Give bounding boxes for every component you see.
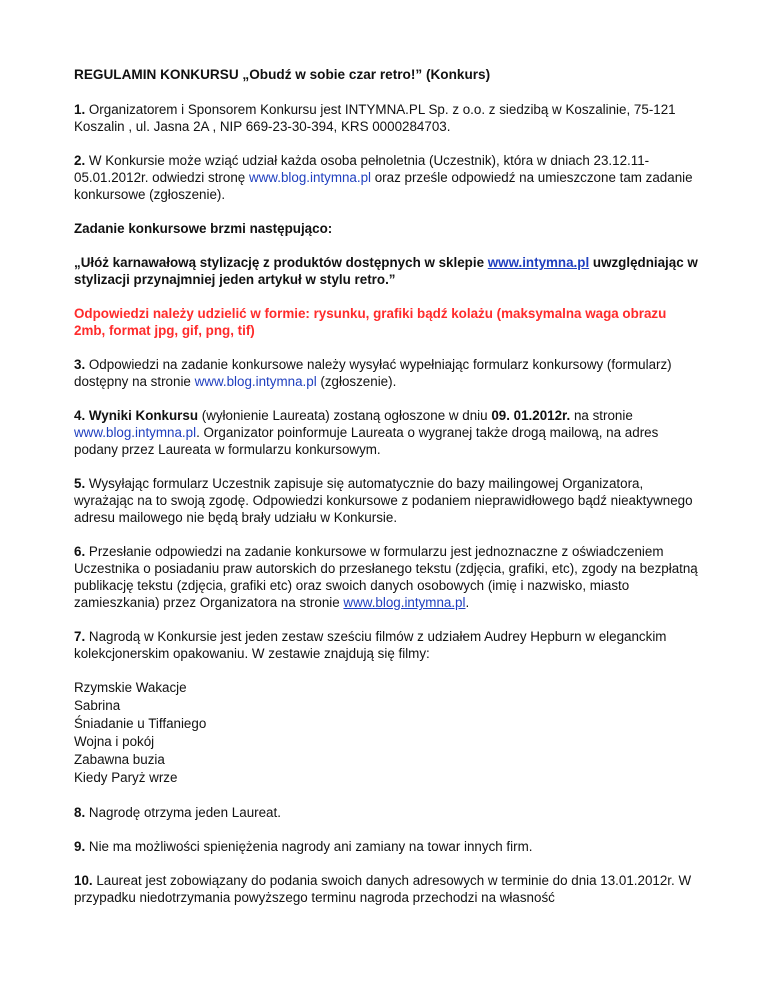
document-page [74,66,698,906]
paragraph-6-text-end: . [465,595,470,610]
results-date: 09. 01.2012r. [491,408,571,423]
paragraph-9-text: Nie ma możliwości spieniężenia nagrody ani zamiany na towar innych firm. [85,839,533,854]
paragraph-5 [74,475,698,526]
task-text [74,254,698,288]
paragraph-6 [74,543,698,611]
paragraph-10-text: Laureat jest zobowiązany do podania swoich danych adresowych w terminie do dnia 13.01.2012r. W przypadku niedotrzymania powyższego terminu nagroda przechodzi na własność [74,873,692,905]
format-note: Odpowiedzi należy udzielić w formie: rysunku, grafiki bądź kolażu (maksymalna waga obrazu 2mb, format jpg, gif, png, tif) [74,306,667,338]
paragraph-1-text: Organizatorem i Sponsorem Konkursu jest INTYMNA.PL Sp. z o.o. z siedzibą w Koszalinie, 75-121 Koszalin , ul. Jasna 2A , NIP 669-23-30-394, KRS 0000284703. [74,102,676,134]
paragraph-4-text-mid: na stronie [570,408,633,423]
paragraph-3-text-end: (zgłoszenie). [316,374,397,389]
paragraph-3-text: Odpowiedzi na zadanie konkursowe należy wysyłać wypełniając formularz konkursowy (formularz) dostępny na stronie [74,357,672,389]
paragraph-4-text-end: . Organizator poinformuje Laureata o wygranej także drogą mailową, na adres podany przez Laureata w formularzu konkursowym. [74,425,659,457]
paragraph-6-text: Przesłanie odpowiedzi na zadanie konkursowe w formularzu jest jednoznaczne z oświadczeniem Uczestnika o posiadaniu praw autorskich do przesłanego tekstu (zdjęcia, grafiki, etc), zgody na bezpłatną publikację tekstu (zdjęcia, grafiki etc) oraz swoich danych osobowych (imię i nazwisko, miasto zamieszkania) przez Organizatora na stronie [74,544,698,610]
film-item: Sabrina [74,698,121,713]
blog-link[interactable]: www.blog.intymna.pl [248,170,372,185]
document-title: REGULAMIN KONKURSU „Obudź w sobie czar retro!” (Konkurs) [74,67,491,82]
shop-link[interactable]: www.intymna.pl [487,255,590,270]
paragraph-2-number: 2. [74,153,86,168]
paragraph-9-number: 9. [74,839,86,854]
blog-link[interactable]: www.blog.intymna.pl [343,595,466,610]
film-item: Wojna i pokój [74,734,155,749]
paragraph-9 [74,838,698,855]
paragraph-3-number: 3. [74,357,86,372]
paragraph-1-number: 1. [74,102,86,117]
paragraph-2-text: W Konkursie może wziąć udział każda osoba pełnoletnia (Uczestnik), która w dniach 23.12.11-05.01.2012r. odwiedzi stronę [74,153,650,185]
paragraph-4 [74,407,698,458]
paragraph-7-number: 7. [74,629,86,644]
paragraph-8-text: Nagrodę otrzyma jeden Laureat. [85,805,281,820]
paragraph-8 [74,804,698,821]
paragraph-1 [74,101,698,135]
paragraph-3 [74,356,698,390]
film-item: Zabawna buzia [74,752,165,767]
task-text-start: „Ułóż karnawałową stylizację z produktów dostępnych w sklepie [74,255,488,270]
paragraph-6-number: 6. [74,544,86,559]
paragraph-2 [74,152,698,203]
blog-link[interactable]: www.blog.intymna.pl [194,374,317,389]
paragraph-8-number: 8. [74,805,86,820]
paragraph-5-number: 5. [74,476,86,491]
paragraph-7-text: Nagrodą w Konkursie jest jeden zestaw sześciu filmów z udziałem Audrey Hepburn w eleganckim kolekcjonerskim opakowaniu. W zestawie znajdują się filmy: [74,629,667,661]
film-list [74,679,698,787]
paragraph-7 [74,628,698,662]
paragraph-10 [74,872,698,906]
paragraph-2-text-end: oraz prześle odpowiedź na umieszczone tam zadanie konkursowe (zgłoszenie). [74,170,693,202]
blog-link[interactable]: www.blog.intymna.pl [74,425,197,440]
paragraph-5-text: Wysyłając formularz Uczestnik zapisuje się automatycznie do bazy mailingowej Organizatora, wyrażając na to swoją zgodę. Odpowiedzi konkursowe z podaniem nieprawidłowego bądź nieaktywnego adresu mailowego nie będą brały udziału w Konkursie. [74,476,693,525]
paragraph-4-text: (wyłonienie Laureata) zostaną ogłoszone w dniu [198,408,492,423]
film-item: Śniadanie u Tiffaniego [74,716,207,731]
film-item: Rzymskie Wakacje [74,680,187,695]
film-item: Kiedy Paryż wrze [74,770,178,785]
task-heading: Zadanie konkursowe brzmi następująco: [74,221,333,236]
paragraph-4-number: 4. Wyniki Konkursu [74,408,199,423]
task-text-end: uwzględniając w stylizacji przynajmniej jeden artykuł w stylu retro.” [74,255,698,287]
paragraph-10-number: 10. [74,873,93,888]
